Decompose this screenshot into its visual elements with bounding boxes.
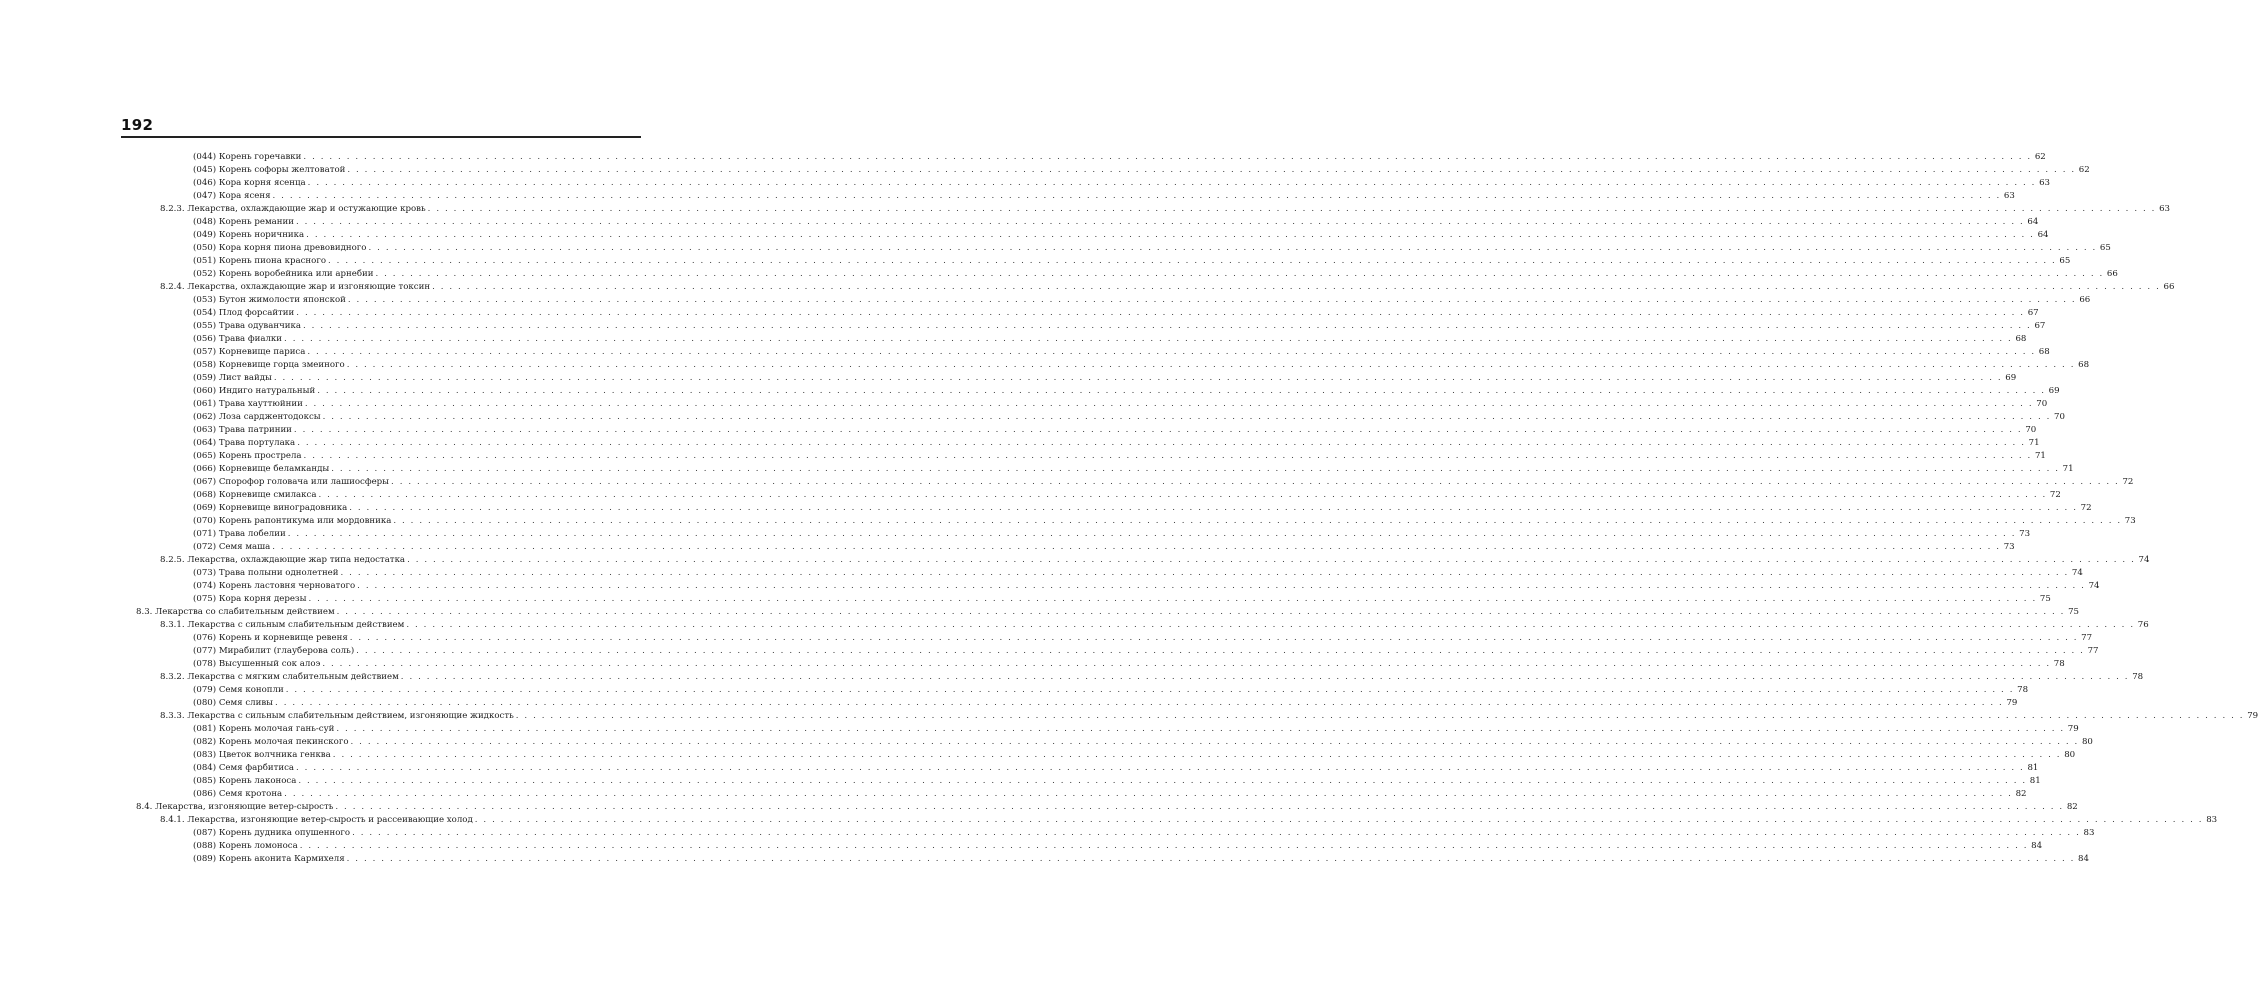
toc-entry (193, 333, 2027, 346)
toc-leader-dots: . . . . . . . . . . . . . . . . . . . . . . . . . . . . . . . . . . . . . . . . . . . . . . . . . . . . . . . . . . . . . . . . . . . . . . . . . . . . . . . . . . . . . . . . . . . . . . . . . . . . . . . . . . . . . . . . . . . . . . . . . . . . . . . . . . . . . . . . . . . . . . . . . . . . . . . . . . . . . . . . . . . . . . . . . . . . . . . . . . . . . . . . . . . . . . . . . . . . . . . . (332, 750, 2062, 760)
toc-entry (193, 177, 2051, 190)
toc-entry-page: 84 (2078, 854, 2089, 864)
toc-entry (193, 372, 2017, 385)
toc-entry-page: 74 (2138, 555, 2150, 565)
toc-entry-title: (079) Семя конопли (193, 685, 284, 695)
toc-entry-title: (073) Трава полыни однолетней (193, 568, 339, 578)
toc-entry-page: 78 (2017, 685, 2029, 695)
toc-entry-page: 83 (2206, 815, 2218, 825)
toc-entry (193, 632, 2093, 645)
toc-entry-title: (088) Корень ломоноса (193, 841, 298, 851)
toc-entry-page: 70 (2036, 399, 2048, 409)
toc-entry-page: 74 (2071, 568, 2083, 578)
toc-entry (193, 411, 2065, 424)
toc-leader-dots: . . . . . . . . . . . . . . . . . . . . . . . . . . . . . . . . . . . . . . . . . . . . . . . . . . . . . . . . . . . . . . . . . . . . . . . . . . . . . . . . . . . . . . . . . . . . . . . . . . . . . . . . . . . . . . . . . . . . . . . . . . . . . . . . . . . . . . . . . . . . . . . . . . . . . . . . . . . . . . . . . . . . . . . . . . . . . . . . . . . . . . . . . . . . . . . . . . . . . . . . (322, 412, 2051, 422)
toc-leader-dots: . . . . . . . . . . . . . . . . . . . . . . . . . . . . . . . . . . . . . . . . . . . . . . . . . . . . . . . . . . . . . . . . . . . . . . . . . . . . . . . . . . . . . . . . . . . . . . . . . . . . . . . . . . . . . . . . . . . . . . . . . . . . . . . . . . . . . . . . . . . . . . . . . . . . . . . . . . . . . . . . . . . . . . . . . . . . . . . . . . . . . . . . . . . . . . . . . . . . . . . . (298, 776, 2027, 786)
toc-leader-dots: . . . . . . . . . . . . . . . . . . . . . . . . . . . . . . . . . . . . . . . . . . . . . . . . . . . . . . . . . . . . . . . . . . . . . . . . . . . . . . . . . . . . . . . . . . . . . . . . . . . . . . . . . . . . . . . . . . . . . . . . . . . . . . . . . . . . . . . . . . . . . . . . . . . . . . . . . . . . . . . . . . . . . . . . . . . . . . . . . . . . . . . . . . . . . . . . . . . . . . . . (284, 789, 2013, 799)
toc-entry-title: (046) Кора корня ясенца (193, 178, 306, 188)
toc-entry-title: (048) Корень ремании (193, 217, 294, 227)
toc-entry-title: (056) Трава фиалки (193, 334, 283, 344)
toc-entry (193, 216, 2039, 229)
toc-entry-title: (059) Лист вайды (193, 373, 272, 383)
toc-entry (136, 606, 2079, 619)
toc-entry (193, 762, 2039, 775)
toc-leader-dots: . . . . . . . . . . . . . . . . . . . . . . . . . . . . . . . . . . . . . . . . . . . . . . . . . . . . . . . . . . . . . . . . . . . . . . . . . . . . . . . . . . . . . . . . . . . . . . . . . . . . . . . . . . . . . . . . . . . . . . . . . . . . . . . . . . . . . . . . . . . . . . . . . . . . . . . . . . . . . . . . . . . . . . . . . . . . . . . . . . . . . . . . . . . . . . . . . . . . . . . . (272, 191, 2001, 201)
toc-leader-dots: . . . . . . . . . . . . . . . . . . . . . . . . . . . . . . . . . . . . . . . . . . . . . . . . . . . . . . . . . . . . . . . . . . . . . . . . . . . . . . . . . . . . . . . . . . . . . . . . . . . . . . . . . . . . . . . . . . . . . . . . . . . . . . . . . . . . . . . . . . . . . . . . . . . . . . . . . . . . . . . . . . . . . . . . . . . . . . . . . . . . . . . . . . . . . . . . . . . . . . . . (303, 321, 2032, 331)
toc-leader-dots: . . . . . . . . . . . . . . . . . . . . . . . . . . . . . . . . . . . . . . . . . . . . . . . . . . . . . . . . . . . . . . . . . . . . . . . . . . . . . . . . . . . . . . . . . . . . . . . . . . . . . . . . . . . . . . . . . . . . . . . . . . . . . . . . . . . . . . . . . . . . . . . . . . . . . . . . . . . . . . . . . . . . . . . . . . . . . . . . . . . . . . . . . . . . . . . . . . . . . . . . (287, 529, 2017, 539)
toc-entry (193, 450, 2046, 463)
toc-entry-title: (078) Высушенный сок алоэ (193, 659, 321, 669)
toc-leader-dots: . . . . . . . . . . . . . . . . . . . . . . . . . . . . . . . . . . . . . . . . . . . . . . . . . . . . . . . . . . . . . . . . . . . . . . . . . . . . . . . . . . . . . . . . . . . . . . . . . . . . . . . . . . . . . . . . . . . . . . . . . . . . . . . . . . . . . . . . . . . . . . . . . . . . . . . . . . . . . . . . . . . . . . . . . . . . . . . . . . . . . . . . . . . . . . . . . . . . . . . . (307, 347, 2036, 357)
toc-entry (160, 281, 2175, 294)
toc-entry-title: 8.3. Лекарства со слабительным действием (136, 607, 335, 617)
toc-leader-dots: . . . . . . . . . . . . . . . . . . . . . . . . . . . . . . . . . . . . . . . . . . . . . . . . . . . . . . . . . . . . . . . . . . . . . . . . . . . . . . . . . . . . . . . . . . . . . . . . . . . . . . . . . . . . . . . . . . . . . . . . . . . . . . . . . . . . . . . . . . . . . . . . . . . . . . . . . . . . . . . . . . . . . . . . . . . . . . . . . . . . . . . . . . . . . . . . . . . . . . . . (515, 711, 2245, 721)
toc-leader-dots: . . . . . . . . . . . . . . . . . . . . . . . . . . . . . . . . . . . . . . . . . . . . . . . . . . . . . . . . . . . . . . . . . . . . . . . . . . . . . . . . . . . . . . . . . . . . . . . . . . . . . . . . . . . . . . . . . . . . . . . . . . . . . . . . . . . . . . . . . . . . . . . . . . . . . . . . . . . . . . . . . . . . . . . . . . . . . . . . . . . . . . . . . . . . . . . . . . . . . . . . (293, 425, 2023, 435)
toc-leader-dots: . . . . . . . . . . . . . . . . . . . . . . . . . . . . . . . . . . . . . . . . . . . . . . . . . . . . . . . . . . . . . . . . . . . . . . . . . . . . . . . . . . . . . . . . . . . . . . . . . . . . . . . . . . . . . . . . . . . . . . . . . . . . . . . . . . . . . . . . . . . . . . . . . . . . . . . . . . . . . . . . . . . . . . . . . . . . . . . . . . . . . . . . . . . . . . . . . . . . . . . . (368, 243, 2097, 253)
toc-entry-page: 70 (2054, 412, 2065, 422)
toc-leader-dots: . . . . . . . . . . . . . . . . . . . . . . . . . . . . . . . . . . . . . . . . . . . . . . . . . . . . . . . . . . . . . . . . . . . . . . . . . . . . . . . . . . . . . . . . . . . . . . . . . . . . . . . . . . . . . . . . . . . . . . . . . . . . . . . . . . . . . . . . . . . . . . . . . . . . . . . . . . . . . . . . . . . . . . . . . . . . . . . . . . . . . . . . . . . . . . . . . . . . . . . . (299, 841, 2029, 851)
toc-entry (193, 229, 2049, 242)
toc-entry-title: (082) Корень молочая пекинского (193, 737, 349, 747)
toc-entry (160, 554, 2150, 567)
toc-entry-title: 8.2.5. Лекарства, охлаждающие жар типа недостатка (160, 555, 406, 565)
toc-entry (193, 593, 2051, 606)
toc-entry-page: 77 (2087, 646, 2099, 656)
toc-entry (160, 814, 2218, 827)
toc-entry (193, 424, 2037, 437)
toc-entry-page: 65 (2099, 243, 2111, 253)
toc-leader-dots: . . . . . . . . . . . . . . . . . . . . . . . . . . . . . . . . . . . . . . . . . . . . . . . . . . . . . . . . . . . . . . . . . . . . . . . . . . . . . . . . . . . . . . . . . . . . . . . . . . . . . . . . . . . . . . . . . . . . . . . . . . . . . . . . . . . . . . . . . . . . . . . . . . . . . . . . . . . . . . . . . . . . . . . . . . . . . . . . . . . . . . . . . . . . . . . . . . . . . . . . (349, 503, 2078, 513)
toc-leader-dots: . . . . . . . . . . . . . . . . . . . . . . . . . . . . . . . . . . . . . . . . . . . . . . . . . . . . . . . . . . . . . . . . . . . . . . . . . . . . . . . . . . . . . . . . . . . . . . . . . . . . . . . . . . . . . . . . . . . . . . . . . . . . . . . . . . . . . . . . . . . . . . . . . . . . . . . . . . . . . . . . . . . . . . . . . . . . . . . . . . . . . . . . . . . . . . . . . . . . . . . . (273, 373, 2003, 383)
toc-entry-title: 8.2.3. Лекарства, охлаждающие жар и остужающие кровь (160, 204, 426, 214)
toc-entry-page: 67 (2027, 308, 2039, 318)
toc-entry (193, 320, 2046, 333)
toc-entry (193, 697, 2018, 710)
toc-entry-page: 68 (2015, 334, 2027, 344)
toc-entry (193, 567, 2083, 580)
toc-entry (193, 723, 2079, 736)
toc-entry (193, 658, 2065, 671)
toc-entry-title: (089) Корень аконита Кармихеля (193, 854, 345, 864)
toc-entry-title: 8.2.4. Лекарства, охлаждающие жар и изгоняющие токсин (160, 282, 431, 292)
toc-entry-page: 62 (2034, 152, 2046, 162)
toc-entry-title: (049) Корень норичника (193, 230, 305, 240)
toc-leader-dots: . . . . . . . . . . . . . . . . . . . . . . . . . . . . . . . . . . . . . . . . . . . . . . . . . . . . . . . . . . . . . . . . . . . . . . . . . . . . . . . . . . . . . . . . . . . . . . . . . . . . . . . . . . . . . . . . . . . . . . . . . . . . . . . . . . . . . . . . . . . . . . . . . . . . . . . . . . . . . . . . . . . . . . . . . . . . . . . . . . . . . . . . . . . . . . . . . . . . . . . . (352, 828, 2081, 838)
toc-leader-dots: . . . . . . . . . . . . . . . . . . . . . . . . . . . . . . . . . . . . . . . . . . . . . . . . . . . . . . . . . . . . . . . . . . . . . . . . . . . . . . . . . . . . . . . . . . . . . . . . . . . . . . . . . . . . . . . . . . . . . . . . . . . . . . . . . . . . . . . . . . . . . . . . . . . . . . . . . . . . . . . . . . . . . . . . . . . . . . . . . . . . . . . . . . . . . . . . . . . . . . . . (350, 737, 2079, 747)
toc-entry (193, 489, 2061, 502)
toc-leader-dots: . . . . . . . . . . . . . . . . . . . . . . . . . . . . . . . . . . . . . . . . . . . . . . . . . . . . . . . . . . . . . . . . . . . . . . . . . . . . . . . . . . . . . . . . . . . . . . . . . . . . . . . . . . . . . . . . . . . . . . . . . . . . . . . . . . . . . . . . . . . . . . . . . . . . . . . . . . . . . . . . . . . . . . . . . . . . . . . . . . . . . . . . . . . . . . . . . . . . . . . . (432, 282, 2161, 292)
toc-entry-page: 66 (2163, 282, 2175, 292)
toc-entry-title: (060) Индиго натуральный (193, 386, 316, 396)
toc-leader-dots: . . . . . . . . . . . . . . . . . . . . . . . . . . . . . . . . . . . . . . . . . . . . . . . . . . . . . . . . . . . . . . . . . . . . . . . . . . . . . . . . . . . . . . . . . . . . . . . . . . . . . . . . . . . . . . . . . . . . . . . . . . . . . . . . . . . . . . . . . . . . . . . . . . . . . . . . . . . . . . . . . . . . . . . . . . . . . . . . . . . . . . . . . . . . . . . . . . . . . . . . (427, 204, 2157, 214)
toc-leader-dots: . . . . . . . . . . . . . . . . . . . . . . . . . . . . . . . . . . . . . . . . . . . . . . . . . . . . . . . . . . . . . . . . . . . . . . . . . . . . . . . . . . . . . . . . . . . . . . . . . . . . . . . . . . . . . . . . . . . . . . . . . . . . . . . . . . . . . . . . . . . . . . . . . . . . . . . . . . . . . . . . . . . . . . . . . . . . . . . . . . . . . . . . . . . . . . . . . . . . . . . . (304, 399, 2034, 409)
toc-entry-title: (051) Корень пиона красного (193, 256, 326, 266)
toc-entry-page: 67 (2034, 321, 2046, 331)
toc-leader-dots: . . . . . . . . . . . . . . . . . . . . . . . . . . . . . . . . . . . . . . . . . . . . . . . . . . . . . . . . . . . . . . . . . . . . . . . . . . . . . . . . . . . . . . . . . . . . . . . . . . . . . . . . . . . . . . . . . . . . . . . . . . . . . . . . . . . . . . . . . . . . . . . . . . . . . . . . . . . . . . . . . . . . . . . . . . . . . . . . . . . . . . . . . . . . . . . . . . . . . . . . (307, 178, 2037, 188)
toc-entry-title: (065) Корень прострела (193, 451, 302, 461)
toc-entry-page: 68 (2038, 347, 2050, 357)
page-number: 192 (121, 116, 154, 134)
toc-entry-page: 62 (2078, 165, 2090, 175)
toc-entry-page: 73 (2019, 529, 2031, 539)
toc-entry-page: 73 (2124, 516, 2136, 526)
toc-leader-dots: . . . . . . . . . . . . . . . . . . . . . . . . . . . . . . . . . . . . . . . . . . . . . . . . . . . . . . . . . . . . . . . . . . . . . . . . . . . . . . . . . . . . . . . . . . . . . . . . . . . . . . . . . . . . . . . . . . . . . . . . . . . . . . . . . . . . . . . . . . . . . . . . . . . . . . . . . . . . . . . . . . . . . . . . . . . . . . . . . . . . . . . . . . . . . . . . . . . . . . . . (391, 477, 2120, 487)
toc-entry-page: 79 (2067, 724, 2079, 734)
toc-leader-dots: . . . . . . . . . . . . . . . . . . . . . . . . . . . . . . . . . . . . . . . . . . . . . . . . . . . . . . . . . . . . . . . . . . . . . . . . . . . . . . . . . . . . . . . . . . . . . . . . . . . . . . . . . . . . . . . . . . . . . . . . . . . . . . . . . . . . . . . . . . . . . . . . . . . . . . . . . . . . . . . . . . . . . . . . . . . . . . . . . . . . . . . . . . . . . . . . . . . . . . . . (335, 802, 2064, 812)
toc-entry-title: (087) Корень дудника опушенного (193, 828, 351, 838)
toc-entry-title: (057) Корневище париса (193, 347, 306, 357)
toc-leader-dots: . . . . . . . . . . . . . . . . . . . . . . . . . . . . . . . . . . . . . . . . . . . . . . . . . . . . . . . . . . . . . . . . . . . . . . . . . . . . . . . . . . . . . . . . . . . . . . . . . . . . . . . . . . . . . . . . . . . . . . . . . . . . . . . . . . . . . . . . . . . . . . . . . . . . . . . . . . . . . . . . . . . . . . . . . . . . . . . . . . . . . . . . . . . . . . . . . . . . . . . . (275, 698, 2004, 708)
toc-leader-dots: . . . . . . . . . . . . . . . . . . . . . . . . . . . . . . . . . . . . . . . . . . . . . . . . . . . . . . . . . . . . . . . . . . . . . . . . . . . . . . . . . . . . . . . . . . . . . . . . . . . . . . . . . . . . . . . . . . . . . . . . . . . . . . . . . . . . . . . . . . . . . . . . . . . . . . . . . . . . . . . . . . . . . . . . . . . . . . . . . . . . . . . . . . . . . . . . . . . . . . . . (393, 516, 2122, 526)
toc-entry (193, 398, 2048, 411)
toc-entry-title: 8.4. Лекарства, изгоняющие ветер-сырость (136, 802, 334, 812)
toc-entry-page: 66 (2106, 269, 2118, 279)
toc-entry-title: (075) Кора корня дерезы (193, 594, 307, 604)
toc-entry (193, 840, 2043, 853)
table-of-contents (0, 151, 2258, 866)
toc-entry-page: 64 (2037, 230, 2049, 240)
toc-entry-title: (045) Корень софоры желтоватой (193, 165, 346, 175)
toc-entry-page: 78 (2132, 672, 2144, 682)
toc-leader-dots: . . . . . . . . . . . . . . . . . . . . . . . . . . . . . . . . . . . . . . . . . . . . . . . . . . . . . . . . . . . . . . . . . . . . . . . . . . . . . . . . . . . . . . . . . . . . . . . . . . . . . . . . . . . . . . . . . . . . . . . . . . . . . . . . . . . . . . . . . . . . . . . . . . . . . . . . . . . . . . . . . . . . . . . . . . . . . . . . . . . . . . . . . . . . . . . . . . . . . . . . (400, 672, 2130, 682)
toc-entry-title: (084) Семя фарбитиса (193, 763, 295, 773)
toc-leader-dots: . . . . . . . . . . . . . . . . . . . . . . . . . . . . . . . . . . . . . . . . . . . . . . . . . . . . . . . . . . . . . . . . . . . . . . . . . . . . . . . . . . . . . . . . . . . . . . . . . . . . . . . . . . . . . . . . . . . . . . . . . . . . . . . . . . . . . . . . . . . . . . . . . . . . . . . . . . . . . . . . . . . . . . . . . . . . . . . . . . . . . . . . . . . . . . . . . . . . . . . . (474, 815, 2204, 825)
toc-entry-page: 81 (2029, 776, 2041, 786)
toc-leader-dots: . . . . . . . . . . . . . . . . . . . . . . . . . . . . . . . . . . . . . . . . . . . . . . . . . . . . . . . . . . . . . . . . . . . . . . . . . . . . . . . . . . . . . . . . . . . . . . . . . . . . . . . . . . . . . . . . . . . . . . . . . . . . . . . . . . . . . . . . . . . . . . . . . . . . . . . . . . . . . . . . . . . . . . . . . . . . . . . . . . . . . . . . . . . . . . . . . . . . . . . . (349, 633, 2079, 643)
toc-leader-dots: . . . . . . . . . . . . . . . . . . . . . . . . . . . . . . . . . . . . . . . . . . . . . . . . . . . . . . . . . . . . . . . . . . . . . . . . . . . . . . . . . . . . . . . . . . . . . . . . . . . . . . . . . . . . . . . . . . . . . . . . . . . . . . . . . . . . . . . . . . . . . . . . . . . . . . . . . . . . . . . . . . . . . . . . . . . . . . . . . . . . . . . . . . . . . . . . . . . . . . . . (340, 568, 2069, 578)
toc-leader-dots: . . . . . . . . . . . . . . . . . . . . . . . . . . . . . . . . . . . . . . . . . . . . . . . . . . . . . . . . . . . . . . . . . . . . . . . . . . . . . . . . . . . . . . . . . . . . . . . . . . . . . . . . . . . . . . . . . . . . . . . . . . . . . . . . . . . . . . . . . . . . . . . . . . . . . . . . . . . . . . . . . . . . . . . . . . . . . . . . . . . . . . . . . . . . . . . . . . . . . . . . (317, 386, 2046, 396)
toc-entry-page: 77 (2081, 633, 2093, 643)
toc-entry-page: 68 (2078, 360, 2090, 370)
toc-entry-title: (070) Корень рапонтикума или мордовника (193, 516, 392, 526)
toc-entry-page: 66 (2079, 295, 2091, 305)
toc-entry-title: (076) Корень и корневище ревеня (193, 633, 348, 643)
toc-entry (193, 294, 2091, 307)
toc-entry-page: 69 (2048, 386, 2060, 396)
toc-entry-page: 83 (2083, 828, 2095, 838)
toc-entry (193, 853, 2089, 866)
toc-entry-title: (068) Корневище смилакса (193, 490, 317, 500)
toc-entry-page: 75 (2068, 607, 2079, 617)
toc-entry-title: (064) Трава портулака (193, 438, 296, 448)
toc-entry-title: (058) Корневище горца змеиного (193, 360, 345, 370)
toc-entry (193, 528, 2031, 541)
toc-leader-dots: . . . . . . . . . . . . . . . . . . . . . . . . . . . . . . . . . . . . . . . . . . . . . . . . . . . . . . . . . . . . . . . . . . . . . . . . . . . . . . . . . . . . . . . . . . . . . . . . . . . . . . . . . . . . . . . . . . . . . . . . . . . . . . . . . . . . . . . . . . . . . . . . . . . . . . . . . . . . . . . . . . . . . . . . . . . . . . . . . . . . . . . . . . . . . . . . . . . . . . . . (296, 763, 2025, 773)
toc-entry (193, 242, 2111, 255)
toc-leader-dots: . . . . . . . . . . . . . . . . . . . . . . . . . . . . . . . . . . . . . . . . . . . . . . . . . . . . . . . . . . . . . . . . . . . . . . . . . . . . . . . . . . . . . . . . . . . . . . . . . . . . . . . . . . . . . . . . . . . . . . . . . . . . . . . . . . . . . . . . . . . . . . . . . . . . . . . . . . . . . . . . . . . . . . . . . . . . . . . . . . . . . . . . . . . . . . . . . . . . . . . . (296, 308, 2025, 318)
toc-entry-title: (055) Трава одуванчика (193, 321, 302, 331)
toc-entry-title: (063) Трава патринии (193, 425, 292, 435)
toc-entry-title: (062) Лоза сарджентодоксы (193, 412, 321, 422)
toc-leader-dots: . . . . . . . . . . . . . . . . . . . . . . . . . . . . . . . . . . . . . . . . . . . . . . . . . . . . . . . . . . . . . . . . . . . . . . . . . . . . . . . . . . . . . . . . . . . . . . . . . . . . . . . . . . . . . . . . . . . . . . . . . . . . . . . . . . . . . . . . . . . . . . . . . . . . . . . . . . . . . . . . . . . . . . . . . . . . . . . . . . . . . . . . . . . . . . . . . . . . . . . . (297, 438, 2026, 448)
toc-leader-dots: . . . . . . . . . . . . . . . . . . . . . . . . . . . . . . . . . . . . . . . . . . . . . . . . . . . . . . . . . . . . . . . . . . . . . . . . . . . . . . . . . . . . . . . . . . . . . . . . . . . . . . . . . . . . . . . . . . . . . . . . . . . . . . . . . . . . . . . . . . . . . . . . . . . . . . . . . . . . . . . . . . . . . . . . . . . . . . . . . . . . . . . . . . . . . . . . . . . . . . . . (272, 542, 2001, 552)
toc-entry (193, 645, 2099, 658)
toc-leader-dots: . . . . . . . . . . . . . . . . . . . . . . . . . . . . . . . . . . . . . . . . . . . . . . . . . . . . . . . . . . . . . . . . . . . . . . . . . . . . . . . . . . . . . . . . . . . . . . . . . . . . . . . . . . . . . . . . . . . . . . . . . . . . . . . . . . . . . . . . . . . . . . . . . . . . . . . . . . . . . . . . . . . . . . . . . . . . . . . . . . . . . . . . . . . . . . . . . . . . . . . . (295, 217, 2025, 227)
toc-entry-page: 84 (2031, 841, 2043, 851)
toc-entry-title: 8.4.1. Лекарства, изгоняющие ветер-сырость и рассеивающие холод (160, 815, 473, 825)
toc-entry (193, 788, 2027, 801)
toc-entry (193, 476, 2134, 489)
toc-entry-title: (086) Семя кротона (193, 789, 283, 799)
toc-entry (193, 463, 2074, 476)
toc-leader-dots: . . . . . . . . . . . . . . . . . . . . . . . . . . . . . . . . . . . . . . . . . . . . . . . . . . . . . . . . . . . . . . . . . . . . . . . . . . . . . . . . . . . . . . . . . . . . . . . . . . . . . . . . . . . . . . . . . . . . . . . . . . . . . . . . . . . . . . . . . . . . . . . . . . . . . . . . . . . . . . . . . . . . . . . . . . . . . . . . . . . . . . . . . . . . . . . . . . . . . . . . (306, 230, 2035, 240)
toc-entry-title: (085) Корень лаконоса (193, 776, 297, 786)
toc-entry-page: 71 (2028, 438, 2040, 448)
toc-leader-dots: . . . . . . . . . . . . . . . . . . . . . . . . . . . . . . . . . . . . . . . . . . . . . . . . . . . . . . . . . . . . . . . . . . . . . . . . . . . . . . . . . . . . . . . . . . . . . . . . . . . . . . . . . . . . . . . . . . . . . . . . . . . . . . . . . . . . . . . . . . . . . . . . . . . . . . . . . . . . . . . . . . . . . . . . . . . . . . . . . . . . . . . . . . . . . . . . . . . . . . . . (284, 334, 2013, 344)
toc-leader-dots: . . . . . . . . . . . . . . . . . . . . . . . . . . . . . . . . . . . . . . . . . . . . . . . . . . . . . . . . . . . . . . . . . . . . . . . . . . . . . . . . . . . . . . . . . . . . . . . . . . . . . . . . . . . . . . . . . . . . . . . . . . . . . . . . . . . . . . . . . . . . . . . . . . . . . . . . . . . . . . . . . . . . . . . . . . . . . . . . . . . . . . . . . . . . . . . . . . . . . . . . (318, 490, 2047, 500)
toc-leader-dots: . . . . . . . . . . . . . . . . . . . . . . . . . . . . . . . . . . . . . . . . . . . . . . . . . . . . . . . . . . . . . . . . . . . . . . . . . . . . . . . . . . . . . . . . . . . . . . . . . . . . . . . . . . . . . . . . . . . . . . . . . . . . . . . . . . . . . . . . . . . . . . . . . . . . . . . . . . . . . . . . . . . . . . . . . . . . . . . . . . . . . . . . . . . . . . . . . . . . . . . . (328, 256, 2057, 266)
toc-leader-dots: . . . . . . . . . . . . . . . . . . . . . . . . . . . . . . . . . . . . . . . . . . . . . . . . . . . . . . . . . . . . . . . . . . . . . . . . . . . . . . . . . . . . . . . . . . . . . . . . . . . . . . . . . . . . . . . . . . . . . . . . . . . . . . . . . . . . . . . . . . . . . . . . . . . . . . . . . . . . . . . . . . . . . . . . . . . . . . . . . . . . . . . . . . . . . . . . . . . . . . . . (303, 152, 2032, 162)
toc-entry (160, 671, 2144, 684)
toc-entry-page: 72 (2049, 490, 2061, 500)
toc-entry (193, 164, 2090, 177)
toc-entry-page: 69 (2005, 373, 2017, 383)
toc-entry-page: 78 (2053, 659, 2065, 669)
toc-leader-dots: . . . . . . . . . . . . . . . . . . . . . . . . . . . . . . . . . . . . . . . . . . . . . . . . . . . . . . . . . . . . . . . . . . . . . . . . . . . . . . . . . . . . . . . . . . . . . . . . . . . . . . . . . . . . . . . . . . . . . . . . . . . . . . . . . . . . . . . . . . . . . . . . . . . . . . . . . . . . . . . . . . . . . . . . . . . . . . . . . . . . . . . . . . . . . . . . . . . . . . . . (303, 451, 2032, 461)
toc-entry-title: (074) Корень ластовня черноватого (193, 581, 356, 591)
toc-entry-page: 76 (2137, 620, 2149, 630)
toc-entry-page: 79 (2006, 698, 2018, 708)
toc-entry-title: (044) Корень горечавки (193, 152, 302, 162)
toc-entry (193, 307, 2039, 320)
toc-entry-title: (072) Семя маша (193, 542, 271, 552)
toc-entry (160, 203, 2171, 216)
toc-entry-title: 8.3.3. Лекарства с сильным слабительным действием, изгоняющие жидкость (160, 711, 514, 721)
toc-entry-page: 74 (2088, 581, 2100, 591)
toc-leader-dots: . . . . . . . . . . . . . . . . . . . . . . . . . . . . . . . . . . . . . . . . . . . . . . . . . . . . . . . . . . . . . . . . . . . . . . . . . . . . . . . . . . . . . . . . . . . . . . . . . . . . . . . . . . . . . . . . . . . . . . . . . . . . . . . . . . . . . . . . . . . . . . . . . . . . . . . . . . . . . . . . . . . . . . . . . . . . . . . . . . . . . . . . . . . . . . . . . . . . . . . . (407, 555, 2136, 565)
toc-entry-title: 8.3.2. Лекарства с мягким слабительным действием (160, 672, 399, 682)
toc-entry (160, 619, 2149, 632)
toc-entry-title: (061) Трава хауттюйнии (193, 399, 303, 409)
toc-entry (193, 190, 2015, 203)
toc-entry-page: 63 (2003, 191, 2015, 201)
toc-entry-page: 82 (2066, 802, 2078, 812)
toc-entry-title: (071) Трава лобелии (193, 529, 286, 539)
toc-entry-page: 64 (2027, 217, 2039, 227)
toc-entry-page: 79 (2247, 711, 2258, 721)
toc-entry-page: 65 (2059, 256, 2071, 266)
toc-entry (193, 268, 2118, 281)
toc-entry-title: (052) Корень воробейника или арнебии (193, 269, 374, 279)
toc-entry-title: (077) Мирабилит (глауберова соль) (193, 646, 355, 656)
toc-entry (193, 541, 2015, 554)
header-rule (121, 136, 641, 138)
toc-entry-title: (066) Корневище беламканды (193, 464, 330, 474)
toc-entry-page: 80 (2064, 750, 2076, 760)
toc-entry (193, 775, 2041, 788)
toc-entry-page: 63 (2039, 178, 2051, 188)
toc-entry (193, 151, 2046, 164)
toc-leader-dots: . . . . . . . . . . . . . . . . . . . . . . . . . . . . . . . . . . . . . . . . . . . . . . . . . . . . . . . . . . . . . . . . . . . . . . . . . . . . . . . . . . . . . . . . . . . . . . . . . . . . . . . . . . . . . . . . . . . . . . . . . . . . . . . . . . . . . . . . . . . . . . . . . . . . . . . . . . . . . . . . . . . . . . . . . . . . . . . . . . . . . . . . . . . . . . . . . . . . . . . . (336, 724, 2065, 734)
toc-leader-dots: . . . . . . . . . . . . . . . . . . . . . . . . . . . . . . . . . . . . . . . . . . . . . . . . . . . . . . . . . . . . . . . . . . . . . . . . . . . . . . . . . . . . . . . . . . . . . . . . . . . . . . . . . . . . . . . . . . . . . . . . . . . . . . . . . . . . . . . . . . . . . . . . . . . . . . . . . . . . . . . . . . . . . . . . . . . . . . . . . . . . . . . . . . . . . . . . . . . . . . . . (346, 854, 2075, 864)
toc-leader-dots: . . . . . . . . . . . . . . . . . . . . . . . . . . . . . . . . . . . . . . . . . . . . . . . . . . . . . . . . . . . . . . . . . . . . . . . . . . . . . . . . . . . . . . . . . . . . . . . . . . . . . . . . . . . . . . . . . . . . . . . . . . . . . . . . . . . . . . . . . . . . . . . . . . . . . . . . . . . . . . . . . . . . . . . . . . . . . . . . . . . . . . . . . . . . . . . . . . . . . . . . (331, 464, 2060, 474)
toc-entry (193, 437, 2040, 450)
toc-entry (193, 385, 2060, 398)
toc-entry (193, 346, 2050, 359)
toc-entry-title: (081) Корень молочая гань-суй (193, 724, 335, 734)
toc-entry (193, 515, 2136, 528)
toc-entry (193, 580, 2100, 593)
toc-leader-dots: . . . . . . . . . . . . . . . . . . . . . . . . . . . . . . . . . . . . . . . . . . . . . . . . . . . . . . . . . . . . . . . . . . . . . . . . . . . . . . . . . . . . . . . . . . . . . . . . . . . . . . . . . . . . . . . . . . . . . . . . . . . . . . . . . . . . . . . . . . . . . . . . . . . . . . . . . . . . . . . . . . . . . . . . . . . . . . . . . . . . . . . . . . . . . . . . . . . . . . . . (357, 581, 2086, 591)
toc-entry-page: 72 (2080, 503, 2092, 513)
toc-entry-page: 71 (2062, 464, 2074, 474)
toc-leader-dots: . . . . . . . . . . . . . . . . . . . . . . . . . . . . . . . . . . . . . . . . . . . . . . . . . . . . . . . . . . . . . . . . . . . . . . . . . . . . . . . . . . . . . . . . . . . . . . . . . . . . . . . . . . . . . . . . . . . . . . . . . . . . . . . . . . . . . . . . . . . . . . . . . . . . . . . . . . . . . . . . . . . . . . . . . . . . . . . . . . . . . . . . . . . . . . . . . . . . . . . . (285, 685, 2015, 695)
toc-entry-page: 72 (2122, 477, 2134, 487)
toc-leader-dots: . . . . . . . . . . . . . . . . . . . . . . . . . . . . . . . . . . . . . . . . . . . . . . . . . . . . . . . . . . . . . . . . . . . . . . . . . . . . . . . . . . . . . . . . . . . . . . . . . . . . . . . . . . . . . . . . . . . . . . . . . . . . . . . . . . . . . . . . . . . . . . . . . . . . . . . . . . . . . . . . . . . . . . . . . . . . . . . . . . . . . . . . . . . . . . . . . . . . . . . . (347, 165, 2076, 175)
toc-entry-page: 70 (2025, 425, 2037, 435)
toc-entry (193, 749, 2076, 762)
toc-entry-page: 81 (2027, 763, 2039, 773)
toc-entry-page: 82 (2015, 789, 2027, 799)
toc-entry-page: 75 (2039, 594, 2051, 604)
toc-entry-title: (080) Семя сливы (193, 698, 274, 708)
toc-leader-dots: . . . . . . . . . . . . . . . . . . . . . . . . . . . . . . . . . . . . . . . . . . . . . . . . . . . . . . . . . . . . . . . . . . . . . . . . . . . . . . . . . . . . . . . . . . . . . . . . . . . . . . . . . . . . . . . . . . . . . . . . . . . . . . . . . . . . . . . . . . . . . . . . . . . . . . . . . . . . . . . . . . . . . . . . . . . . . . . . . . . . . . . . . . . . . . . . . . . . . . . . (375, 269, 2104, 279)
toc-entry (193, 736, 2093, 749)
toc-entry-title: (083) Цветок волчника генква (193, 750, 331, 760)
toc-entry-page: 71 (2034, 451, 2046, 461)
toc-entry-title: (053) Бутон жимолости японской (193, 295, 346, 305)
toc-entry-title: (069) Корневище виноградовника (193, 503, 348, 513)
toc-entry-title: 8.3.1. Лекарства с сильным слабительным действием (160, 620, 405, 630)
toc-entry-page: 80 (2081, 737, 2093, 747)
toc-leader-dots: . . . . . . . . . . . . . . . . . . . . . . . . . . . . . . . . . . . . . . . . . . . . . . . . . . . . . . . . . . . . . . . . . . . . . . . . . . . . . . . . . . . . . . . . . . . . . . . . . . . . . . . . . . . . . . . . . . . . . . . . . . . . . . . . . . . . . . . . . . . . . . . . . . . . . . . . . . . . . . . . . . . . . . . . . . . . . . . . . . . . . . . . . . . . . . . . . . . . . . . . (308, 594, 2037, 604)
toc-leader-dots: . . . . . . . . . . . . . . . . . . . . . . . . . . . . . . . . . . . . . . . . . . . . . . . . . . . . . . . . . . . . . . . . . . . . . . . . . . . . . . . . . . . . . . . . . . . . . . . . . . . . . . . . . . . . . . . . . . . . . . . . . . . . . . . . . . . . . . . . . . . . . . . . . . . . . . . . . . . . . . . . . . . . . . . . . . . . . . . . . . . . . . . . . . . . . . . . . . . . . . . . (336, 607, 2065, 617)
toc-entry (136, 801, 2078, 814)
toc-entry (193, 827, 2095, 840)
toc-entry-title: (050) Кора корня пиона древовидного (193, 243, 367, 253)
toc-leader-dots: . . . . . . . . . . . . . . . . . . . . . . . . . . . . . . . . . . . . . . . . . . . . . . . . . . . . . . . . . . . . . . . . . . . . . . . . . . . . . . . . . . . . . . . . . . . . . . . . . . . . . . . . . . . . . . . . . . . . . . . . . . . . . . . . . . . . . . . . . . . . . . . . . . . . . . . . . . . . . . . . . . . . . . . . . . . . . . . . . . . . . . . . . . . . . . . . . . . . . . . . (406, 620, 2135, 630)
toc-entry (160, 710, 2258, 723)
toc-entry-page: 63 (2159, 204, 2171, 214)
toc-entry-page: 73 (2003, 542, 2015, 552)
toc-entry (193, 255, 2071, 268)
toc-leader-dots: . . . . . . . . . . . . . . . . . . . . . . . . . . . . . . . . . . . . . . . . . . . . . . . . . . . . . . . . . . . . . . . . . . . . . . . . . . . . . . . . . . . . . . . . . . . . . . . . . . . . . . . . . . . . . . . . . . . . . . . . . . . . . . . . . . . . . . . . . . . . . . . . . . . . . . . . . . . . . . . . . . . . . . . . . . . . . . . . . . . . . . . . . . . . . . . . . . . . . . . . (322, 659, 2051, 669)
toc-entry-title: (067) Спорофор головача или лашиосферы (193, 477, 390, 487)
toc-entry-title: (054) Плод форсайтии (193, 308, 295, 318)
toc-leader-dots: . . . . . . . . . . . . . . . . . . . . . . . . . . . . . . . . . . . . . . . . . . . . . . . . . . . . . . . . . . . . . . . . . . . . . . . . . . . . . . . . . . . . . . . . . . . . . . . . . . . . . . . . . . . . . . . . . . . . . . . . . . . . . . . . . . . . . . . . . . . . . . . . . . . . . . . . . . . . . . . . . . . . . . . . . . . . . . . . . . . . . . . . . . . . . . . . . . . . . . . . (347, 295, 2077, 305)
toc-entry-title: (047) Кора ясеня (193, 191, 271, 201)
toc-entry (193, 502, 2092, 515)
toc-entry (193, 684, 2029, 697)
toc-entry (193, 359, 2090, 372)
toc-leader-dots: . . . . . . . . . . . . . . . . . . . . . . . . . . . . . . . . . . . . . . . . . . . . . . . . . . . . . . . . . . . . . . . . . . . . . . . . . . . . . . . . . . . . . . . . . . . . . . . . . . . . . . . . . . . . . . . . . . . . . . . . . . . . . . . . . . . . . . . . . . . . . . . . . . . . . . . . . . . . . . . . . . . . . . . . . . . . . . . . . . . . . . . . . . . . . . . . . . . . . . . . (356, 646, 2085, 656)
toc-leader-dots: . . . . . . . . . . . . . . . . . . . . . . . . . . . . . . . . . . . . . . . . . . . . . . . . . . . . . . . . . . . . . . . . . . . . . . . . . . . . . . . . . . . . . . . . . . . . . . . . . . . . . . . . . . . . . . . . . . . . . . . . . . . . . . . . . . . . . . . . . . . . . . . . . . . . . . . . . . . . . . . . . . . . . . . . . . . . . . . . . . . . . . . . . . . . . . . . . . . . . . . . (346, 360, 2076, 370)
